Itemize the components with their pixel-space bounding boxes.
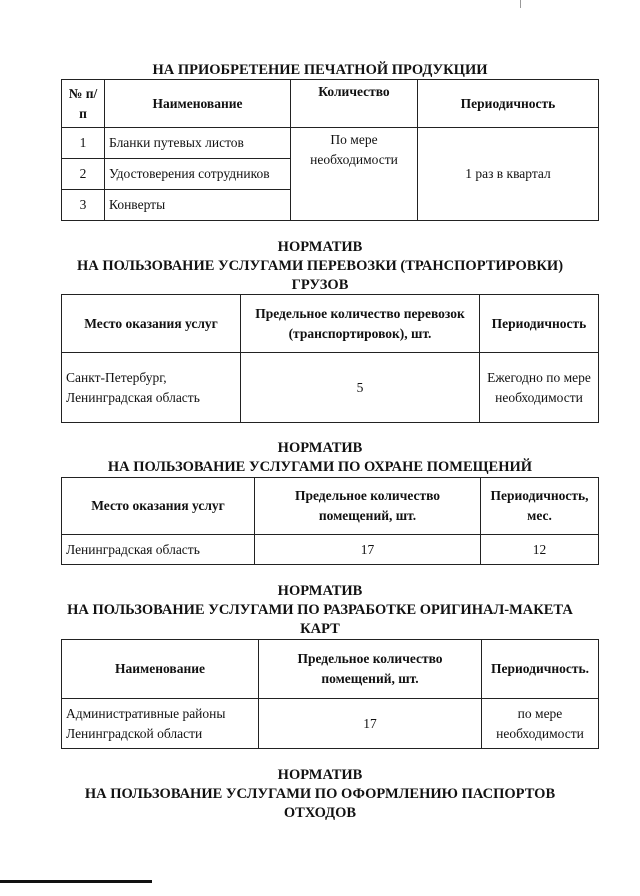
col-header-quantity: Количество — [291, 80, 418, 128]
row-name: Бланки путевых листов — [105, 128, 291, 159]
col-header-limit: Предельное количество помещений, шт. — [255, 478, 481, 535]
section-5-title-line-2: НА ПОЛЬЗОВАНИЕ УСЛУГАМИ ПО ОФОРМЛЕНИЮ ПАСПОРТОВ — [84, 786, 556, 802]
col-header-name: Наименование — [105, 80, 291, 128]
scan-mark — [520, 0, 521, 8]
section-2-title — [0, 238, 640, 295]
table-row — [62, 353, 599, 423]
cargo-transport-table — [61, 294, 599, 423]
limit-cell: 17 — [255, 535, 481, 565]
section-5-title-line-1: НОРМАТИВ — [277, 767, 363, 783]
row-number: 3 — [62, 190, 105, 221]
section-5-title — [0, 766, 640, 823]
col-header-periodicity: Периодичность, мес. — [481, 478, 599, 535]
col-header-periodicity: Периодичность. — [482, 640, 599, 699]
col-header-name: Наименование — [62, 640, 259, 699]
quantity-cell: По мере необходимости — [291, 128, 418, 221]
place-cell: Санкт-Петербург, Ленинградская область — [62, 353, 241, 423]
periodicity-cell: 12 — [481, 535, 599, 565]
section-3-title-line-1: НОРМАТИВ — [277, 440, 363, 456]
periodicity-cell: 1 раз в квартал — [418, 128, 599, 221]
section-4-title-line-2: НА ПОЛЬЗОВАНИЕ УСЛУГАМИ ПО РАЗРАБОТКЕ ОРИГИНАЛ-МАКЕТА — [67, 602, 573, 618]
section-4-title — [0, 582, 640, 639]
scan-edge-line — [0, 880, 152, 883]
section-2-title-line-1: НОРМАТИВ — [277, 239, 363, 255]
limit-cell: 17 — [259, 699, 482, 749]
table-row — [62, 128, 599, 159]
section-3-title — [0, 439, 640, 477]
section-5-title-line-3: ОТХОДОВ — [283, 805, 357, 821]
col-header-periodicity: Периодичность — [480, 295, 599, 353]
col-header-number: № п/п — [62, 80, 105, 128]
table-row — [62, 535, 599, 565]
section-1-title — [0, 61, 640, 80]
table-row — [62, 699, 599, 749]
col-header-periodicity: Периодичность — [418, 80, 599, 128]
name-cell: Административные районы Ленинградской области — [62, 699, 259, 749]
place-cell: Ленинградская область — [62, 535, 255, 565]
map-layout-table — [61, 639, 599, 749]
printing-products-table — [61, 79, 599, 221]
section-4-title-line-3: КАРТ — [300, 621, 340, 637]
col-header-place: Место оказания услуг — [62, 295, 241, 353]
section-4-title-line-1: НОРМАТИВ — [277, 583, 363, 599]
row-name: Конверты — [105, 190, 291, 221]
section-2-title-line-3: ГРУЗОВ — [291, 277, 349, 293]
row-number: 1 — [62, 128, 105, 159]
row-name: Удостоверения сотрудников — [105, 159, 291, 190]
premises-security-table — [61, 477, 599, 565]
limit-cell: 5 — [241, 353, 480, 423]
col-header-limit: Предельное количество перевозок (транспортировок), шт. — [241, 295, 480, 353]
section-3-title-line-2: НА ПОЛЬЗОВАНИЕ УСЛУГАМИ ПО ОХРАНЕ ПОМЕЩЕНИЙ — [107, 459, 533, 475]
periodicity-cell: по мере необходимости — [482, 699, 599, 749]
row-number: 2 — [62, 159, 105, 190]
section-1-title-line-1: НА ПРИОБРЕТЕНИЕ ПЕЧАТНОЙ ПРОДУКЦИИ — [152, 62, 488, 78]
periodicity-cell: Ежегодно по мере необходимости — [480, 353, 599, 423]
section-2-title-line-2: НА ПОЛЬЗОВАНИЕ УСЛУГАМИ ПЕРЕВОЗКИ (ТРАНСПОРТИРОВКИ) — [76, 258, 564, 274]
col-header-limit: Предельное количество помещений, шт. — [259, 640, 482, 699]
col-header-place: Место оказания услуг — [62, 478, 255, 535]
